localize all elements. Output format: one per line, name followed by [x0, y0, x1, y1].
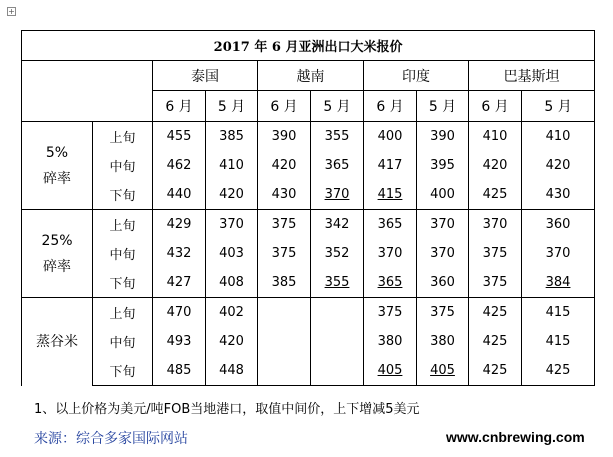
price-value: 420	[219, 334, 244, 349]
table-row	[22, 268, 595, 298]
price-value: 403	[219, 246, 244, 261]
price-cell	[469, 239, 522, 268]
price-value: 352	[324, 246, 350, 261]
price-value: 370	[545, 246, 571, 261]
price-value: 485	[166, 363, 192, 378]
price-value: 425	[482, 305, 508, 320]
price-value: 415	[545, 334, 571, 349]
price-cell	[153, 327, 206, 356]
country-header: 越南	[258, 61, 364, 91]
price-value: 370	[482, 217, 508, 232]
price-value: 425	[482, 187, 508, 202]
grade-label-line: 碎率	[43, 258, 71, 275]
site-watermark: www.cnbrewing.com	[446, 429, 585, 445]
price-cell	[417, 151, 469, 180]
table-move-handle-icon[interactable]: +	[8, 7, 15, 16]
price-cell	[206, 122, 258, 152]
price-value: 410	[545, 129, 571, 144]
table-row	[22, 151, 595, 180]
price-cell	[311, 268, 364, 298]
price-value: 395	[430, 158, 455, 173]
price-value: 410	[219, 158, 244, 173]
price-cell	[364, 180, 417, 210]
price-value: 380	[377, 334, 403, 349]
price-cell	[417, 298, 469, 328]
price-value: 370	[219, 217, 244, 232]
price-value: 420	[219, 187, 244, 202]
price-cell	[258, 298, 311, 328]
table-title: 2017 年 6 月亚洲出口大米报价	[22, 31, 595, 61]
price-value: 400	[377, 129, 403, 144]
price-value: 400	[430, 187, 455, 202]
price-cell	[469, 356, 522, 386]
price-cell	[364, 356, 417, 386]
price-value: 360	[545, 217, 571, 232]
table-row	[22, 298, 595, 328]
price-cell	[522, 327, 595, 356]
month-header: 5 月	[417, 91, 469, 122]
price-cell	[153, 122, 206, 152]
period-label: 上旬	[93, 122, 153, 152]
price-value: 365	[377, 275, 403, 290]
price-cell	[417, 356, 469, 386]
price-cell	[258, 210, 311, 240]
table-row	[22, 356, 595, 386]
price-cell	[206, 180, 258, 210]
price-cell	[364, 122, 417, 152]
price-value: 365	[324, 158, 350, 173]
price-value: 380	[430, 334, 455, 349]
period-label: 中旬	[93, 327, 153, 356]
period-label: 中旬	[93, 239, 153, 268]
period-label: 下旬	[93, 180, 153, 210]
price-cell	[258, 180, 311, 210]
price-cell	[153, 356, 206, 386]
country-header: 巴基斯坦	[469, 61, 595, 91]
month-header: 5 月	[311, 91, 364, 122]
price-value: 360	[430, 275, 455, 290]
price-cell	[153, 180, 206, 210]
price-cell	[258, 327, 311, 356]
price-cell	[522, 239, 595, 268]
price-cell	[364, 239, 417, 268]
price-cell	[417, 122, 469, 152]
price-cell	[522, 268, 595, 298]
table-row	[22, 180, 595, 210]
price-cell	[258, 151, 311, 180]
month-header: 6 月	[364, 91, 417, 122]
table-row	[22, 327, 595, 356]
price-cell	[417, 268, 469, 298]
price-value: 390	[271, 129, 297, 144]
price-value: 385	[219, 129, 244, 144]
price-value: 417	[377, 158, 403, 173]
price-cell	[153, 298, 206, 328]
price-value: 375	[430, 305, 455, 320]
price-cell	[417, 180, 469, 210]
period-label: 上旬	[93, 210, 153, 240]
country-header: 印度	[364, 61, 469, 91]
price-value: 370	[324, 187, 350, 202]
price-value: 405	[377, 363, 403, 378]
price-cell	[258, 268, 311, 298]
price-cell	[206, 239, 258, 268]
table-row	[22, 239, 595, 268]
grade-label	[22, 210, 93, 298]
price-cell	[311, 122, 364, 152]
price-cell	[206, 298, 258, 328]
price-value: 429	[166, 217, 192, 232]
price-value: 430	[545, 187, 571, 202]
price-value: 415	[545, 305, 571, 320]
source-text: 来源：综合多家国际网站	[34, 431, 188, 447]
grade-label-line: 25%	[41, 232, 73, 249]
price-value: 370	[430, 246, 455, 261]
price-value: 375	[482, 246, 508, 261]
price-value: 425	[482, 363, 508, 378]
price-cell	[522, 122, 595, 152]
price-value: 375	[271, 217, 297, 232]
price-cell	[364, 327, 417, 356]
period-label: 中旬	[93, 151, 153, 180]
price-cell	[417, 327, 469, 356]
price-value: 462	[166, 158, 192, 173]
period-label: 下旬	[93, 356, 153, 386]
price-cell	[311, 239, 364, 268]
price-value: 402	[219, 305, 244, 320]
grade-label	[22, 298, 93, 386]
price-cell	[469, 298, 522, 328]
price-cell	[469, 180, 522, 210]
price-cell	[206, 268, 258, 298]
price-cell	[469, 268, 522, 298]
price-cell	[153, 210, 206, 240]
price-cell	[522, 180, 595, 210]
country-header: 泰国	[153, 61, 258, 91]
price-value: 390	[430, 129, 455, 144]
month-header: 6 月	[153, 91, 206, 122]
price-cell	[364, 268, 417, 298]
price-cell	[206, 356, 258, 386]
price-value: 370	[430, 217, 455, 232]
price-cell	[206, 327, 258, 356]
price-cell	[417, 239, 469, 268]
price-value: 355	[324, 129, 350, 144]
price-cell	[469, 122, 522, 152]
price-value: 455	[166, 129, 192, 144]
price-value: 408	[219, 275, 244, 290]
price-value: 410	[482, 129, 508, 144]
period-label: 下旬	[93, 268, 153, 298]
price-value: 425	[482, 334, 508, 349]
price-cell	[311, 151, 364, 180]
grade-label-line: 蒸谷米	[36, 333, 78, 350]
price-cell	[258, 356, 311, 386]
price-cell	[311, 210, 364, 240]
price-cell	[311, 356, 364, 386]
price-value: 375	[271, 246, 297, 261]
price-value: 355	[324, 275, 350, 290]
price-value: 427	[166, 275, 192, 290]
price-cell	[364, 151, 417, 180]
price-value: 415	[377, 187, 403, 202]
price-value: 375	[377, 305, 403, 320]
price-value: 365	[377, 217, 403, 232]
price-value: 405	[430, 363, 455, 378]
price-value: 440	[166, 187, 192, 202]
price-note: 1、以上价格为美元/吨FOB当地港口，取值中间价，上下增减5美元	[34, 402, 420, 417]
price-cell	[258, 239, 311, 268]
price-value: 448	[219, 363, 244, 378]
rice-price-table	[21, 30, 595, 386]
price-cell	[522, 356, 595, 386]
price-value: 420	[271, 158, 297, 173]
month-header: 6 月	[469, 91, 522, 122]
price-value: 470	[166, 305, 192, 320]
price-cell	[522, 151, 595, 180]
price-value: 430	[271, 187, 297, 202]
price-cell	[364, 298, 417, 328]
price-cell	[522, 298, 595, 328]
price-cell	[206, 210, 258, 240]
month-header: 5 月	[206, 91, 258, 122]
price-value: 342	[324, 217, 350, 232]
table-row	[22, 210, 595, 240]
price-cell	[258, 122, 311, 152]
price-cell	[364, 210, 417, 240]
grade-label-line: 碎率	[43, 170, 71, 187]
price-cell	[522, 210, 595, 240]
price-value: 370	[377, 246, 403, 261]
price-value: 375	[482, 275, 508, 290]
price-cell	[206, 151, 258, 180]
period-label: 上旬	[93, 298, 153, 328]
price-value: 384	[545, 275, 571, 290]
price-cell	[469, 210, 522, 240]
price-cell	[311, 298, 364, 328]
price-cell	[153, 239, 206, 268]
price-cell	[469, 151, 522, 180]
price-value: 420	[545, 158, 571, 173]
price-cell	[153, 151, 206, 180]
price-value: 493	[166, 334, 192, 349]
grade-label-line: 5%	[45, 144, 69, 161]
corner-cell	[22, 61, 153, 122]
price-value: 385	[271, 275, 297, 290]
grade-label	[22, 122, 93, 210]
price-cell	[417, 210, 469, 240]
month-header: 5 月	[522, 91, 595, 122]
price-cell	[153, 268, 206, 298]
price-value: 420	[482, 158, 508, 173]
price-cell	[469, 327, 522, 356]
price-value: 432	[166, 246, 192, 261]
price-value: 425	[545, 363, 571, 378]
table-row	[22, 122, 595, 152]
month-header: 6 月	[258, 91, 311, 122]
price-cell	[311, 327, 364, 356]
price-cell	[311, 180, 364, 210]
